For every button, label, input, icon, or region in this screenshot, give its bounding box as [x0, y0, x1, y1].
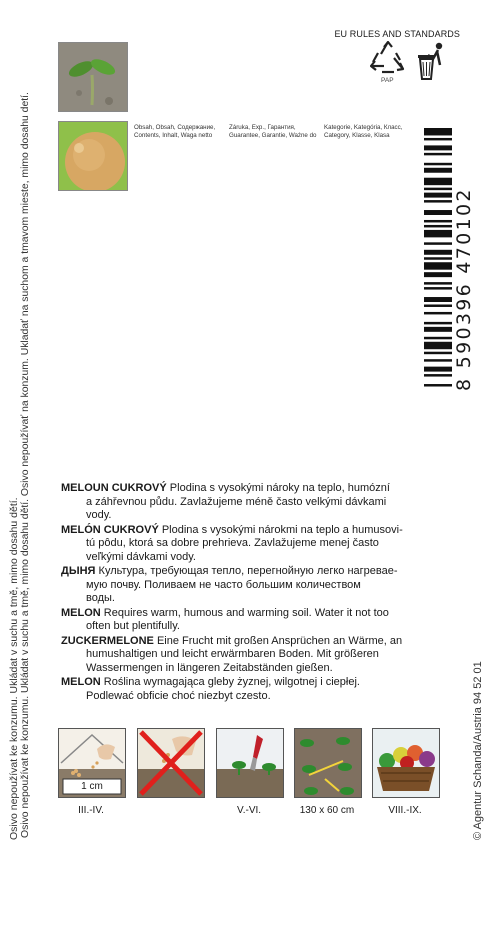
barcode-bar [424, 312, 452, 314]
barcode-bar [424, 322, 452, 324]
barcode-bar [424, 200, 452, 202]
category-header: Kategorie, Kategória, Класс, Category, Klasse, Klasa [324, 124, 403, 139]
barcode-bar [424, 297, 452, 302]
recycle-icon [370, 41, 406, 75]
contents-header: Obsah, Obsah, Содержание, Contents, Inhalt, Waga netto [134, 124, 216, 139]
barcode-bar [424, 352, 452, 354]
description-line: мую почву. Поливаем не часто большим количеством [86, 578, 361, 591]
barcode-bar [424, 210, 452, 215]
spacing-label: 130 x 60 cm [299, 805, 355, 816]
no-litter-bin-icon [414, 41, 446, 83]
description-line: Podlewać obficie choć niezbyt czesto. [86, 689, 271, 702]
description-line: a záhřevnou půdu. Zavlažujeme méně často velkými dávkami [86, 495, 387, 508]
barcode-bar [424, 304, 452, 306]
description-line: Eine Frucht mit großen Ansprüchen an Wärme, an [156, 634, 403, 647]
barcode-bar [424, 367, 452, 372]
barcode-bar [424, 287, 452, 289]
barcode-bar [424, 342, 452, 349]
description-title: MELON [61, 676, 101, 688]
planting-period: V.-VI. [236, 805, 262, 816]
barcode-bar [424, 225, 452, 227]
barcode-bar [424, 262, 452, 269]
barcode-bar [424, 128, 452, 135]
barcode-bar [424, 257, 452, 259]
spacing-icon [294, 728, 362, 798]
direct-sowing-crossed-icon [137, 728, 205, 798]
barcode-bar [424, 193, 452, 198]
storage-note: Osivo nepoužívat ke konzumu. Ukládat v suchu a tmě, mimo dosahu dětí. Osivo nepoužívať na konzum. Ukladať na suchom a tmavom mieste, mimo dosahu detí. [20, 92, 31, 838]
barcode-bar [424, 282, 452, 284]
description-title: MELON [61, 606, 101, 619]
description-4 [61, 635, 441, 676]
description-line: humushaltigen und leicht erwärmbaren Boden. Mit größeren [86, 648, 379, 660]
barcode-bar [424, 145, 452, 150]
description-line: often but plentifully. [86, 620, 180, 632]
guarantee-header: Záruka, Exp., Гарантия, Guarantee, Garantie, Ważne do [229, 124, 317, 139]
description-line: vody. [86, 509, 112, 521]
description-2 [61, 565, 441, 606]
seedling-photo [58, 42, 128, 112]
barcode-bar [424, 242, 452, 244]
barcode-bar [424, 220, 452, 222]
planting-out-icon [216, 728, 284, 798]
barcode-bar [424, 230, 452, 237]
harvest-period: VIII.-IX. [388, 805, 422, 816]
barcode-bar [424, 337, 452, 339]
descriptions [61, 482, 441, 704]
description-title: ZUCKERMELONE [61, 634, 154, 647]
barcode-bar [424, 163, 452, 165]
harvest-basket-icon [372, 728, 440, 798]
pap-label: PAP [381, 77, 394, 84]
sowing-depth: 1 cm [81, 781, 103, 792]
description-line: veľkými dávkami vody. [86, 550, 196, 563]
barcode-bar [424, 138, 452, 140]
description-title: MELÓN CUKROVÝ [61, 523, 159, 536]
barcode-bar [424, 168, 452, 173]
cultivation-icons [58, 728, 446, 818]
description-line: Plodina s vysokými nároky na teplo, humózní [169, 482, 390, 494]
barcode-bar [424, 188, 452, 190]
sowing-period: III.-IV. [78, 805, 104, 816]
barcode-bar [424, 272, 452, 277]
description-line: Roślina wymagająca gleby żyznej, wilgotnej i ciepłej. [103, 676, 360, 688]
description-5 [61, 676, 441, 703]
description-line: Requires warm, humous and warming soil. Water it not too [103, 606, 389, 619]
barcode-bar [424, 178, 452, 185]
copyright: © Agentur Schanda/Austria 94 52 01 [472, 661, 484, 840]
description-title: ДЫНЯ [61, 565, 96, 577]
melon-photo [58, 121, 128, 191]
description-line: Культура, требующая тепло, перегнойную легко нагревае- [98, 565, 398, 577]
barcode-bar [424, 153, 452, 155]
description-line: Wassermengen in längeren Zeitabständen gießen. [86, 661, 333, 674]
sowing-icon [58, 728, 126, 798]
barcode-number: 8 590396 470102 [453, 187, 475, 391]
barcode-bar [424, 384, 452, 386]
description-line: Plodina s vysokými nárokmi na teplo a humusovi- [161, 523, 403, 536]
barcode-bar [424, 359, 452, 361]
barcode-bar [424, 327, 452, 332]
barcode-bar [424, 374, 452, 376]
description-3 [61, 607, 441, 634]
description-title: MELOUN CUKROVÝ [61, 482, 167, 494]
description-1 [61, 524, 441, 565]
barcode-bar [424, 250, 452, 255]
description-line: tú pôdu, ktorá sa dobre prehrieva. Zavlažujeme menej často [86, 537, 379, 549]
description-0 [61, 482, 441, 523]
storage-note-cz: Osivo nepoužívat ke konzumu. Ukládat v suchu a tmě, mimo dosahu dětí. [8, 497, 20, 840]
description-line: воды. [86, 592, 115, 604]
eu-rules-title: EU RULES AND STANDARDS [334, 29, 460, 39]
